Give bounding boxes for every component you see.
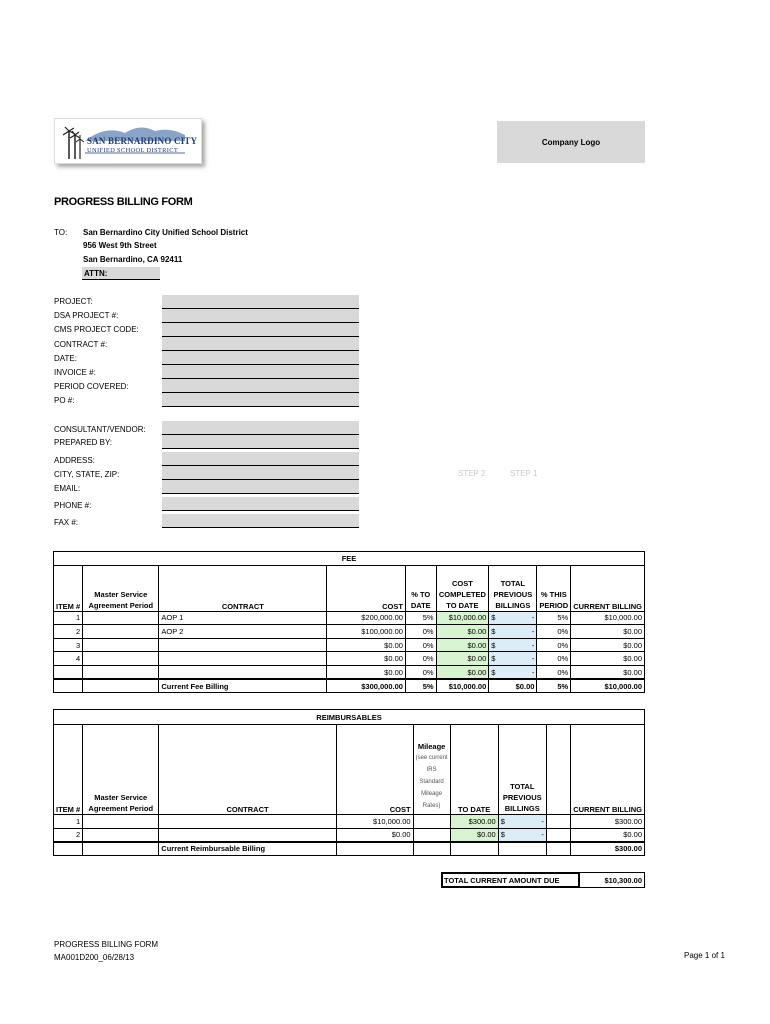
reimb-section-title: REIMBURSABLES bbox=[54, 710, 645, 725]
fee-completed[interactable]: $0.00 bbox=[436, 638, 489, 652]
reimb-header-total-previous bbox=[498, 725, 546, 815]
fee-header-completed-line2: COMPLETED bbox=[438, 589, 486, 599]
mileage-note-line3: Standard bbox=[419, 779, 444, 785]
reimb-previous[interactable] bbox=[498, 815, 546, 829]
reimb-item: 2 bbox=[54, 828, 83, 842]
fee-header-pct-line1: % TO bbox=[411, 589, 431, 599]
fee-this-pct: 0% bbox=[537, 638, 571, 652]
form-title: PROGRESS BILLING FORM bbox=[54, 196, 193, 208]
fee-header-completed-line1: COST bbox=[451, 578, 473, 588]
reimb-total-blank bbox=[450, 842, 498, 856]
consultant-vendor-label: CONSULTANT/VENDOR: bbox=[54, 425, 146, 434]
reimb-header-prev-line3: BILLINGS bbox=[504, 804, 540, 813]
fee-completed[interactable]: $0.00 bbox=[436, 625, 489, 639]
fee-this-pct: 5% bbox=[537, 611, 571, 625]
reimb-msa[interactable] bbox=[83, 828, 159, 842]
fee-pct: 5% bbox=[405, 611, 436, 625]
reimb-previous-value: - bbox=[541, 830, 544, 840]
fee-contract[interactable] bbox=[159, 665, 327, 679]
table-row bbox=[54, 611, 645, 625]
fee-header-this-line1: % THIS bbox=[540, 589, 567, 599]
table-row bbox=[54, 665, 645, 679]
prepared-by-label: PREPARED BY: bbox=[54, 438, 113, 447]
fee-total-blank bbox=[83, 679, 159, 693]
fee-previous[interactable] bbox=[489, 625, 537, 639]
currency-symbol: $ bbox=[491, 613, 496, 623]
company-logo-label: Company Logo bbox=[541, 137, 601, 147]
fee-pct: 0% bbox=[405, 638, 436, 652]
fee-pct: 0% bbox=[405, 625, 436, 639]
fee-pct: 0% bbox=[405, 665, 436, 679]
reimb-total-blank bbox=[336, 842, 413, 856]
reimb-cost[interactable]: $0.00 bbox=[336, 828, 413, 842]
total-due-label: TOTAL CURRENT AMOUNT DUE bbox=[442, 873, 580, 888]
table-row bbox=[54, 625, 645, 639]
fee-total-row bbox=[54, 679, 645, 693]
prepared-by-input[interactable] bbox=[162, 435, 359, 449]
to-label: TO: bbox=[54, 228, 68, 237]
fee-msa[interactable] bbox=[83, 665, 159, 679]
reimb-header-item: ITEM # bbox=[54, 725, 83, 815]
fee-msa[interactable] bbox=[83, 638, 159, 652]
fee-cost[interactable]: $0.00 bbox=[327, 652, 406, 666]
fee-total-this-pct: 5% bbox=[537, 679, 571, 693]
fee-cost[interactable]: $0.00 bbox=[327, 665, 406, 679]
mileage-note-line1: (see current bbox=[415, 755, 448, 761]
table-row bbox=[54, 828, 645, 842]
reimb-header-to-date: TO DATE bbox=[450, 725, 498, 815]
footer-page-number: Page 1 of 1 bbox=[684, 951, 725, 960]
phone-input[interactable] bbox=[162, 497, 359, 511]
cms-project-code-input[interactable] bbox=[162, 323, 359, 337]
reimb-total-blank bbox=[83, 842, 159, 856]
currency-symbol: $ bbox=[491, 667, 496, 677]
step-2-label: STEP 2 bbox=[458, 469, 486, 478]
fee-contract[interactable]: AOP 2 bbox=[159, 625, 327, 639]
reimb-mileage[interactable] bbox=[413, 828, 450, 842]
reimb-total-blank bbox=[498, 842, 546, 856]
reimb-header-contract: CONTRACT bbox=[159, 725, 337, 815]
email-input[interactable] bbox=[162, 480, 359, 494]
fee-table bbox=[53, 551, 645, 693]
reimb-header-prev-line2: PREVIOUS bbox=[502, 793, 542, 802]
project-label: PROJECT: bbox=[54, 297, 93, 306]
fee-contract[interactable] bbox=[159, 638, 327, 652]
mileage-note-line4: Mileage bbox=[421, 791, 443, 797]
to-line1: San Bernardino City Unified School District bbox=[83, 228, 248, 237]
fee-item: 2 bbox=[54, 625, 83, 639]
fee-header-pct-line2: DATE bbox=[410, 600, 431, 610]
contract-number-label: CONTRACT #: bbox=[54, 340, 108, 349]
mileage-note-line5: Rates) bbox=[422, 803, 441, 809]
fee-total-blank bbox=[54, 679, 83, 693]
fee-header-this-line2: PERIOD bbox=[539, 600, 569, 610]
project-input[interactable] bbox=[162, 295, 359, 309]
reimb-total-blank bbox=[546, 842, 570, 856]
fee-header-prev-line3: BILLINGS bbox=[495, 600, 531, 610]
fee-section-title: FEE bbox=[54, 552, 645, 566]
attn-field[interactable]: ATTN: bbox=[82, 267, 160, 280]
currency-symbol: $ bbox=[500, 816, 505, 826]
reimb-mileage[interactable] bbox=[413, 815, 450, 829]
fee-msa[interactable] bbox=[83, 625, 159, 639]
fee-header-pct-this-period bbox=[537, 565, 571, 611]
fee-msa[interactable] bbox=[83, 652, 159, 666]
currency-symbol: $ bbox=[491, 626, 496, 636]
currency-symbol: $ bbox=[500, 830, 505, 840]
fee-cost[interactable]: $200,000.00 bbox=[327, 611, 406, 625]
table-row bbox=[54, 652, 645, 666]
fee-total-label: Current Fee Billing bbox=[159, 679, 327, 693]
fee-total-current: $10,000.00 bbox=[571, 679, 645, 693]
fee-previous[interactable] bbox=[489, 638, 537, 652]
mileage-title: Mileage bbox=[417, 742, 446, 751]
po-number-input[interactable] bbox=[162, 393, 359, 407]
fee-header-item: ITEM # bbox=[54, 565, 83, 611]
reimb-total-current: $300.00 bbox=[571, 842, 645, 856]
reimb-msa[interactable] bbox=[83, 815, 159, 829]
reimb-current: $300.00 bbox=[571, 815, 645, 829]
footer-form-code: MA001D200_06/28/13 bbox=[54, 953, 135, 962]
reimb-cost[interactable]: $10,000.00 bbox=[336, 815, 413, 829]
period-covered-input[interactable] bbox=[162, 379, 359, 393]
fee-header-prev-line2: PREVIOUS bbox=[493, 589, 533, 599]
fee-pct: 0% bbox=[405, 652, 436, 666]
dsa-project-label: DSA PROJECT #: bbox=[54, 311, 119, 320]
fee-header-total-previous bbox=[489, 565, 537, 611]
logo-line1: SAN BERNARDINO CITY bbox=[87, 136, 198, 146]
fee-header-msa-line2: Agreement Period bbox=[88, 600, 154, 610]
fee-current: $0.00 bbox=[571, 665, 645, 679]
total-due-table bbox=[441, 872, 645, 888]
phone-label: PHONE #: bbox=[54, 501, 92, 510]
dsa-project-input[interactable] bbox=[162, 309, 359, 323]
invoice-number-label: INVOICE #: bbox=[54, 368, 96, 377]
reimb-header-mileage bbox=[413, 725, 450, 815]
fee-this-pct: 0% bbox=[537, 625, 571, 639]
reimb-contract[interactable] bbox=[159, 815, 337, 829]
fee-header-completed-line3: TO DATE bbox=[446, 600, 479, 610]
fee-previous-value: - bbox=[531, 613, 535, 623]
address-input[interactable] bbox=[162, 452, 359, 466]
mileage-note-line2: IRS bbox=[426, 767, 437, 773]
reimb-header-prev-line1: TOTAL bbox=[510, 782, 535, 791]
reimb-current: $0.00 bbox=[571, 828, 645, 842]
date-input[interactable] bbox=[162, 351, 359, 365]
fee-previous[interactable] bbox=[489, 652, 537, 666]
fee-completed[interactable]: $0.00 bbox=[436, 652, 489, 666]
reimb-total-blank bbox=[54, 842, 83, 856]
table-row bbox=[54, 815, 645, 829]
address-label: ADDRESS: bbox=[54, 456, 95, 465]
fee-total-cost: $300,000.00 bbox=[327, 679, 406, 693]
reimbursables-table bbox=[53, 709, 645, 856]
reimb-header-msa bbox=[83, 725, 159, 815]
fee-current: $0.00 bbox=[571, 652, 645, 666]
city-state-zip-input[interactable] bbox=[162, 466, 359, 480]
footer-form-name: PROGRESS BILLING FORM bbox=[54, 940, 159, 949]
fee-completed[interactable]: $0.00 bbox=[436, 665, 489, 679]
to-line2: 956 West 9th Street bbox=[83, 241, 157, 250]
reimb-total-row bbox=[54, 842, 645, 856]
fee-current: $0.00 bbox=[571, 638, 645, 652]
fee-current: $10,000.00 bbox=[571, 611, 645, 625]
table-row bbox=[54, 638, 645, 652]
currency-symbol: $ bbox=[491, 640, 496, 650]
fee-item: 1 bbox=[54, 611, 83, 625]
reimb-header-msa-line1: Master Service bbox=[94, 793, 148, 802]
reimb-header-blank bbox=[546, 725, 570, 815]
reimb-previous-value: - bbox=[541, 816, 544, 826]
reimb-to-date[interactable]: $300.00 bbox=[450, 815, 498, 829]
email-label: EMAIL: bbox=[54, 484, 81, 493]
logo-line2: UNIFIED SCHOOL DISTRICT bbox=[87, 147, 179, 154]
fee-previous-value: - bbox=[531, 626, 535, 636]
reimb-contract[interactable] bbox=[159, 828, 337, 842]
po-number-label: PO #: bbox=[54, 396, 75, 405]
fee-current: $0.00 bbox=[571, 625, 645, 639]
fee-item bbox=[54, 665, 83, 679]
fee-total-completed: $10,000.00 bbox=[436, 679, 489, 693]
cms-project-code-label: CMS PROJECT CODE: bbox=[54, 325, 139, 334]
fee-item: 4 bbox=[54, 652, 83, 666]
reimb-total-label: Current Reimbursable Billing bbox=[159, 842, 337, 856]
reimb-previous[interactable] bbox=[498, 828, 546, 842]
fee-cost[interactable]: $100,000.00 bbox=[327, 625, 406, 639]
fee-msa[interactable] bbox=[83, 611, 159, 625]
fee-previous-value: - bbox=[531, 654, 535, 664]
fee-header-cost: COST bbox=[327, 565, 406, 611]
reimb-item: 1 bbox=[54, 815, 83, 829]
contract-number-input[interactable] bbox=[162, 337, 359, 351]
fee-previous-value: - bbox=[531, 667, 535, 677]
fee-total-pct: 5% bbox=[405, 679, 436, 693]
reimb-header-current-billing: CURRENT BILLING bbox=[571, 725, 645, 815]
fee-contract[interactable] bbox=[159, 652, 327, 666]
invoice-number-input[interactable] bbox=[162, 365, 359, 379]
fee-header-cost-completed bbox=[436, 565, 489, 611]
fee-header-msa bbox=[83, 565, 159, 611]
fee-header-prev-line1: TOTAL bbox=[500, 578, 525, 588]
period-covered-label: PERIOD COVERED: bbox=[54, 382, 129, 391]
fee-this-pct: 0% bbox=[537, 652, 571, 666]
fee-this-pct: 0% bbox=[537, 665, 571, 679]
reimb-blank bbox=[546, 828, 570, 842]
fee-previous-value: - bbox=[531, 640, 535, 650]
fee-contract[interactable]: AOP 1 bbox=[159, 611, 327, 625]
consultant-vendor-input[interactable] bbox=[162, 421, 359, 435]
total-due-value: $10,300.00 bbox=[579, 873, 644, 888]
to-line3: San Bernardino, CA 92411 bbox=[83, 255, 183, 264]
fee-total-previous: $0.00 bbox=[489, 679, 537, 693]
fax-label: FAX #: bbox=[54, 518, 79, 527]
district-logo bbox=[54, 118, 202, 164]
fee-cost[interactable]: $0.00 bbox=[327, 638, 406, 652]
fee-previous[interactable] bbox=[489, 611, 537, 625]
company-logo-placeholder bbox=[497, 121, 645, 163]
fee-previous[interactable] bbox=[489, 665, 537, 679]
step-1-label: STEP 1 bbox=[510, 469, 538, 478]
city-state-zip-label: CITY, STATE, ZIP: bbox=[54, 470, 120, 479]
fee-header-current-billing: CURRENT BILLING bbox=[571, 565, 645, 611]
fee-item: 3 bbox=[54, 638, 83, 652]
reimb-header-msa-line2: Agreement Period bbox=[88, 804, 154, 813]
reimb-to-date[interactable]: $0.00 bbox=[450, 828, 498, 842]
fee-completed[interactable]: $10,000.00 bbox=[436, 611, 489, 625]
reimb-header-cost: COST bbox=[336, 725, 413, 815]
fee-header-contract: CONTRACT bbox=[159, 565, 327, 611]
reimb-blank bbox=[546, 815, 570, 829]
fee-header-msa-line1: Master Service bbox=[94, 589, 148, 599]
reimb-total-blank bbox=[413, 842, 450, 856]
currency-symbol: $ bbox=[491, 654, 496, 664]
date-label: DATE: bbox=[54, 354, 77, 363]
fax-input[interactable] bbox=[162, 514, 359, 528]
fee-header-pct-to-date bbox=[405, 565, 436, 611]
